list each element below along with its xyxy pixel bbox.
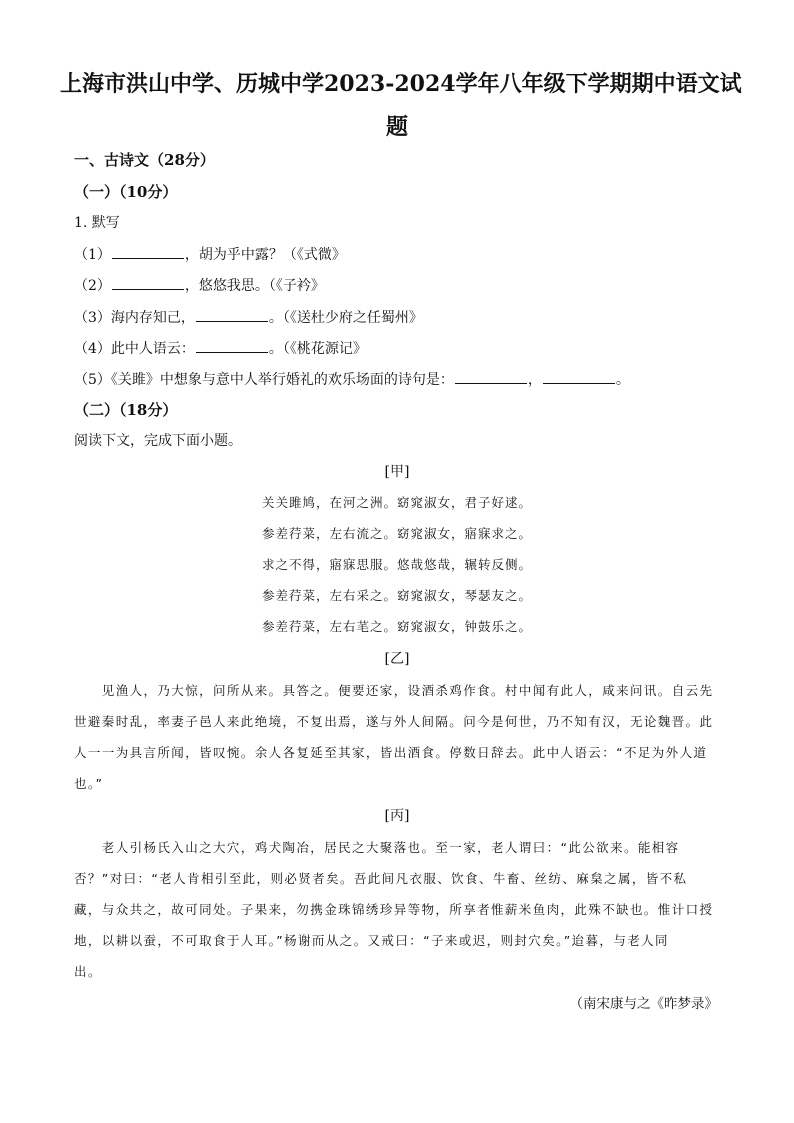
prose-line: 否？”对曰：“老人肯相引至此，则必贤者矣。吾此间凡衣服、饮食、牛畜、丝纺、麻枲之属，皆不私 [74, 871, 688, 886]
poem-line: 参差荇菜，左右芼之。窈窕淑女，钟鼓乐之。 [261, 619, 532, 634]
prose-line: 见渔人，乃大惊，问所从来。具答之。便要还家，设酒杀鸡作食。村中闻有此人，咸来问讯。自云先 [74, 683, 714, 698]
prose-line: 世避秦时乱，率妻子邑人来此绝境，不复出焉，遂与外人间隔。问今是何世，乃不知有汉，无论魏晋。此 [74, 714, 714, 729]
item-prefix: （1） [74, 247, 111, 263]
item-prefix: （4）此中人语云： [74, 341, 195, 357]
passage-bing-label: [丙] [384, 808, 410, 824]
prose-line: 地，以耕以蚕，不可取食于人耳。”杨谢而从之。又戒曰：“子来或迟，则封穴矣。”迨暮，与老人同 [74, 933, 669, 948]
part-two-heading: （二）（18分） [74, 401, 178, 419]
passage-jia-label: [甲] [384, 464, 410, 480]
prose-line: 出。 [74, 964, 102, 979]
item-prefix: （5）《关雎》中想象与意中人举行婚礼的欢乐场面的诗句是： [74, 372, 454, 388]
item-text: ，胡为乎中露？（《式微》 [184, 247, 346, 263]
passage-yi-label: [乙] [384, 651, 410, 667]
item-prefix: （3）海内存知己， [74, 310, 195, 326]
poem-line: 参差荇菜，左右流之。窈窕淑女，寤寐求之。 [261, 526, 532, 541]
dictation-item-5 [74, 370, 630, 389]
item-text: 。（《送杜少府之任蜀州》 [268, 310, 423, 326]
answer-blank[interactable] [112, 245, 184, 259]
answer-blank[interactable] [543, 370, 615, 384]
answer-blank[interactable] [196, 339, 268, 353]
prose-line: 也。” [74, 776, 104, 791]
answer-blank[interactable] [196, 308, 268, 322]
part-one-heading: （一）（10分） [74, 183, 178, 201]
poem-line: 参差荇菜，左右采之。窈窕淑女，琴瑟友之。 [261, 588, 532, 603]
passage-source: （南宋康与之《昨梦录》 [569, 996, 718, 1012]
question-label: 1. 默写 [74, 215, 120, 231]
prose-line: 老人引杨氏入山之大穴，鸡犬陶冶，居民之大聚落也。至一家，老人谓曰：“此公欲来。能相容 [74, 840, 680, 855]
answer-blank[interactable] [112, 276, 184, 290]
poem-line: 求之不得，寤寐思服。悠哉悠哉，辗转反侧。 [261, 557, 532, 572]
prose-line: 人一一为具言所闻，皆叹惋。余人各复延至其家，皆出酒食。停数日辞去。此中人语云：“不足为外人道 [74, 745, 708, 760]
dictation-item-4 [74, 339, 367, 358]
section-heading: 一、古诗文（28分） [74, 151, 215, 169]
item-text: ，悠悠我思。（《子衿》 [184, 278, 325, 294]
item-text: ， [527, 372, 542, 388]
page-title-line-2: 题 [385, 114, 408, 140]
page-title-line-1: 上海市洪山中学、历城中学2023-2024学年八年级下学期期中语文试 [60, 71, 742, 97]
dictation-item-3 [74, 308, 423, 327]
reading-instruction: 阅读下文，完成下面小题。 [74, 433, 242, 449]
prose-line: 藏，与众共之，故可同处。子果来，勿携金珠锦绣珍异等物，所享者惟薪米鱼肉，此殊不缺也。惟计口授 [74, 902, 714, 917]
dictation-item-1 [74, 245, 346, 264]
item-prefix: （2） [74, 278, 111, 294]
poem-line: 关关雎鸠，在河之洲。窈窕淑女，君子好逑。 [261, 495, 532, 510]
answer-blank[interactable] [455, 370, 527, 384]
dictation-item-2 [74, 276, 325, 295]
item-text: 。 [615, 372, 630, 388]
item-text: 。（《桃花源记》 [268, 341, 367, 357]
